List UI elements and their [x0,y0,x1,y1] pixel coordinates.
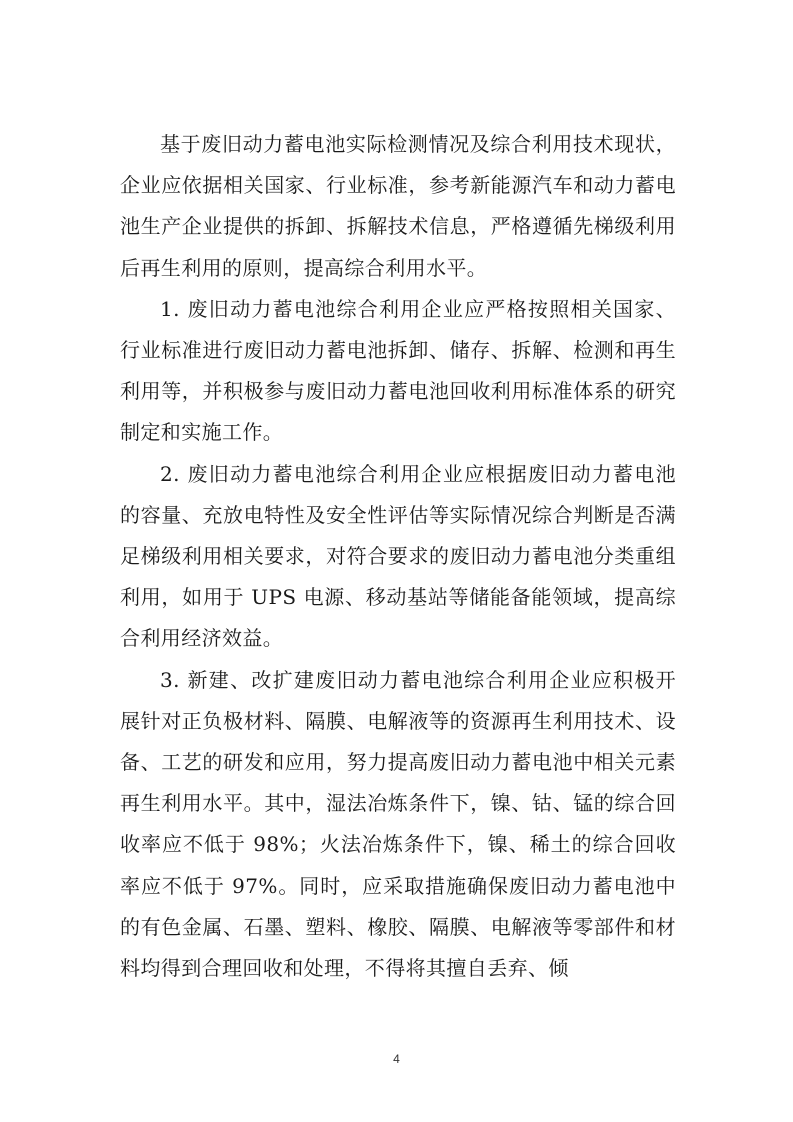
paragraph-intro: 基于废旧动力蓄电池实际检测情况及综合利用技术现状，企业应依据相关国家、行业标准，参考新能源汽车和动力蓄电池生产企业提供的拆卸、拆解技术信息，严格遵循先梯级利用后再生利用的原则，提高综合利用水平。 [120,132,676,280]
document-body [120,124,676,989]
paragraph-item-3: 3. 新建、改扩建废旧动力蓄电池综合利用企业应积极开展针对正负极材料、隔膜、电解液等的资源再生利用技术、设备、工艺的研发和应用，努力提高废旧动力蓄电池中相关元素再生利用水平。其中，湿法冶炼条件下，镍、钴、锰的综合回收率应不低于 98%；火法冶炼条件下，镍、稀土的综合回收率应不低于 97%。同时，应采取措施确保废旧动力蓄电池中的有色金属、石墨、塑料、橡胶、隔膜、电解液等零部件和材料均得到合理回收和处理，不得将其擅自丢弃、倾 [120,667,676,981]
paragraph-item-1: 1. 废旧动力蓄电池综合利用企业应严格按照相关国家、行业标准进行废旧动力蓄电池拆卸、储存、拆解、检测和再生利用等，并积极参与废旧动力蓄电池回收利用标准体系的研究制定和实施工作。 [120,296,676,445]
paragraph-item-2: 2. 废旧动力蓄电池综合利用企业应根据废旧动力蓄电池的容量、充放电特性及安全性评估等实际情况综合判断是否满足梯级利用相关要求，对符合要求的废旧动力蓄电池分类重组利用，如用于 UPS 电源、移动基站等储能备能领域，提高综合利用经济效益。 [120,461,676,651]
page-number: 4 [393,1052,400,1066]
